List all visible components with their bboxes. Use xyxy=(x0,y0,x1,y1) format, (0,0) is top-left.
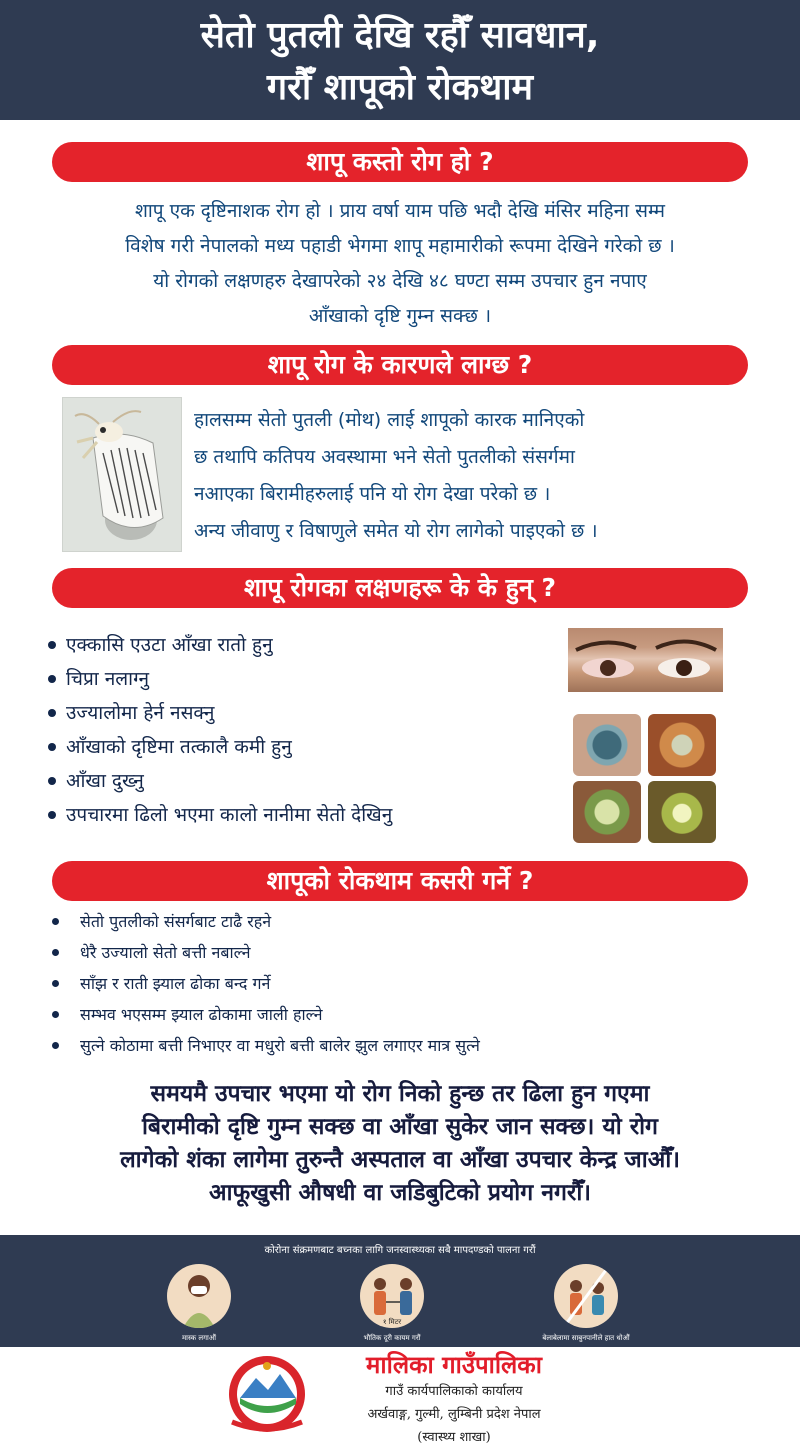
prevention-item: धेरै उज्यालो सेतो बत्ती नबाल्ने xyxy=(50,937,750,968)
cause-line: छ तथापि कतिपय अवस्थामा भने सेतो पुतलीको संसर्गमा xyxy=(194,446,575,468)
symptom-item: एक्कासि एउटा आँखा रातो हुनु xyxy=(46,628,546,662)
symptom-item: चिप्रा नलाग्नु xyxy=(46,662,546,696)
mask-caption: मास्क लगाऔं xyxy=(182,1334,216,1342)
what-line: विशेष गरी नेपालको मध्य पहाडी भेगमा शापू महामारीको रूपमा देखिने गरेको छ । xyxy=(125,235,675,257)
mask-icon xyxy=(167,1264,231,1328)
what-line: आँखाको दृष्टि गुम्न सक्छ । xyxy=(308,305,492,327)
cornea-photo-1 xyxy=(573,714,641,776)
moth-photo xyxy=(62,397,182,552)
what-paragraph xyxy=(20,194,780,334)
cornea-photo-4 xyxy=(648,781,716,843)
section-heading-symptoms: शापू रोगका लक्षणहरू के के हुन् ? xyxy=(52,568,748,608)
red-eye-image xyxy=(568,628,723,692)
municipality-name: मालिका गाउँपालिका xyxy=(366,1351,542,1379)
prevention-list xyxy=(50,906,750,1061)
what-line: शापू एक दृष्टिनाशक रोग हो । प्राय वर्षा याम पछि भदौ देखि मंसिर महिना सम्म xyxy=(134,200,666,222)
closing-line: समयमै उपचार भएमा यो रोग निको हुन्छ तर ढिला हुन गएमा xyxy=(150,1081,650,1107)
prevention-item: सेतो पुतलीको संसर्गबाट टाढै रहने xyxy=(50,906,750,937)
distance-tag: १ मिटर xyxy=(382,1318,402,1326)
office-name: गाउँ कार्यपालिकाको कार्यालय xyxy=(385,1384,523,1399)
handwash-icon xyxy=(554,1264,618,1328)
office-address: अर्खवाङ्ग, गुल्मी, लुम्बिनी प्रदेश नेपाल xyxy=(367,1407,541,1422)
section-heading-what: शापू कस्तो रोग हो ? xyxy=(52,142,748,182)
symptom-item: आँखाको दृष्टिमा तत्कालै कमी हुनु xyxy=(46,730,546,764)
cause-line: नआएका बिरामीहरुलाई पनि यो रोग देखा परेको छ । xyxy=(194,483,551,505)
section-heading-cause: शापू रोग के कारणले लाग्छ ? xyxy=(52,345,748,385)
cause-line: अन्य जीवाणु र विषाणुले समेत यो रोग लागेको पाइएको छ । xyxy=(194,520,598,542)
title-banner xyxy=(0,0,800,120)
title-line-1: सेतो पुतली देखि रहौँ सावधान, xyxy=(200,15,600,56)
what-line: यो रोगको लक्षणहरु देखापरेको २४ देखि ४८ घण्टा सम्म उपचार हुन नपाए xyxy=(153,270,647,292)
symptom-list xyxy=(46,628,546,832)
distance-caption: भौतिक दूरी कायम गरौं xyxy=(363,1334,421,1342)
cause-paragraph xyxy=(194,402,784,550)
symptom-item: उपचारमा ढिलो भएमा कालो नानीमा सेतो देखिनु xyxy=(46,798,546,832)
distance-icon xyxy=(360,1264,424,1328)
title-line-2: गरौँ शापूको रोकथाम xyxy=(266,67,534,108)
handwash-caption: बेलाबेलामा साबुनपानीले हात धोऔं xyxy=(542,1334,630,1342)
cornea-photo-2 xyxy=(648,714,716,776)
closing-line: आफूखुसी औषधी वा जडिबुटिको प्रयोग नगरौँ। xyxy=(208,1180,592,1206)
prevention-item: सुत्ने कोठामा बत्ती निभाएर वा मधुरो बत्ती बालेर झुल लगाएर मात्र सुत्ने xyxy=(50,1030,750,1061)
cause-line: हालसम्म सेतो पुतली (मोथ) लाई शापूको कारक मानिएको xyxy=(194,409,585,431)
red-eye-photo xyxy=(568,628,723,692)
prevention-item: सम्भव भएसम्म झ्याल ढोकामा जाली हाल्ने xyxy=(50,999,750,1030)
section-heading-prevention: शापूको रोकथाम कसरी गर्ने ? xyxy=(52,861,748,901)
prevention-item: साँझ र राती झ्याल ढोका बन्द गर्ने xyxy=(50,968,750,999)
closing-line: बिरामीको दृष्टि गुम्न सक्छ वा आँखा सुकेर जान सक्छ। यो रोग xyxy=(141,1114,659,1140)
cornea-photo-3 xyxy=(573,781,641,843)
moth-image xyxy=(63,398,182,552)
closing-line: लागेको शंका लागेमा तुरुन्तै अस्पताल वा आँखा उपचार केन्द्र जाऔँ। xyxy=(120,1147,680,1173)
symptom-item: आँखा दुख्नु xyxy=(46,764,546,798)
symptom-item: उज्यालोमा हेर्न नसक्नु xyxy=(46,696,546,730)
closing-message xyxy=(30,1078,770,1210)
office-branch: (स्वास्थ्य शाखा) xyxy=(417,1430,491,1445)
covid-note: कोरोना संक्रमणबाट बच्नका लागि जनस्वास्थ्यका सबै मापदण्डको पालना गरौं xyxy=(264,1245,536,1256)
municipality-emblem xyxy=(218,1352,316,1438)
